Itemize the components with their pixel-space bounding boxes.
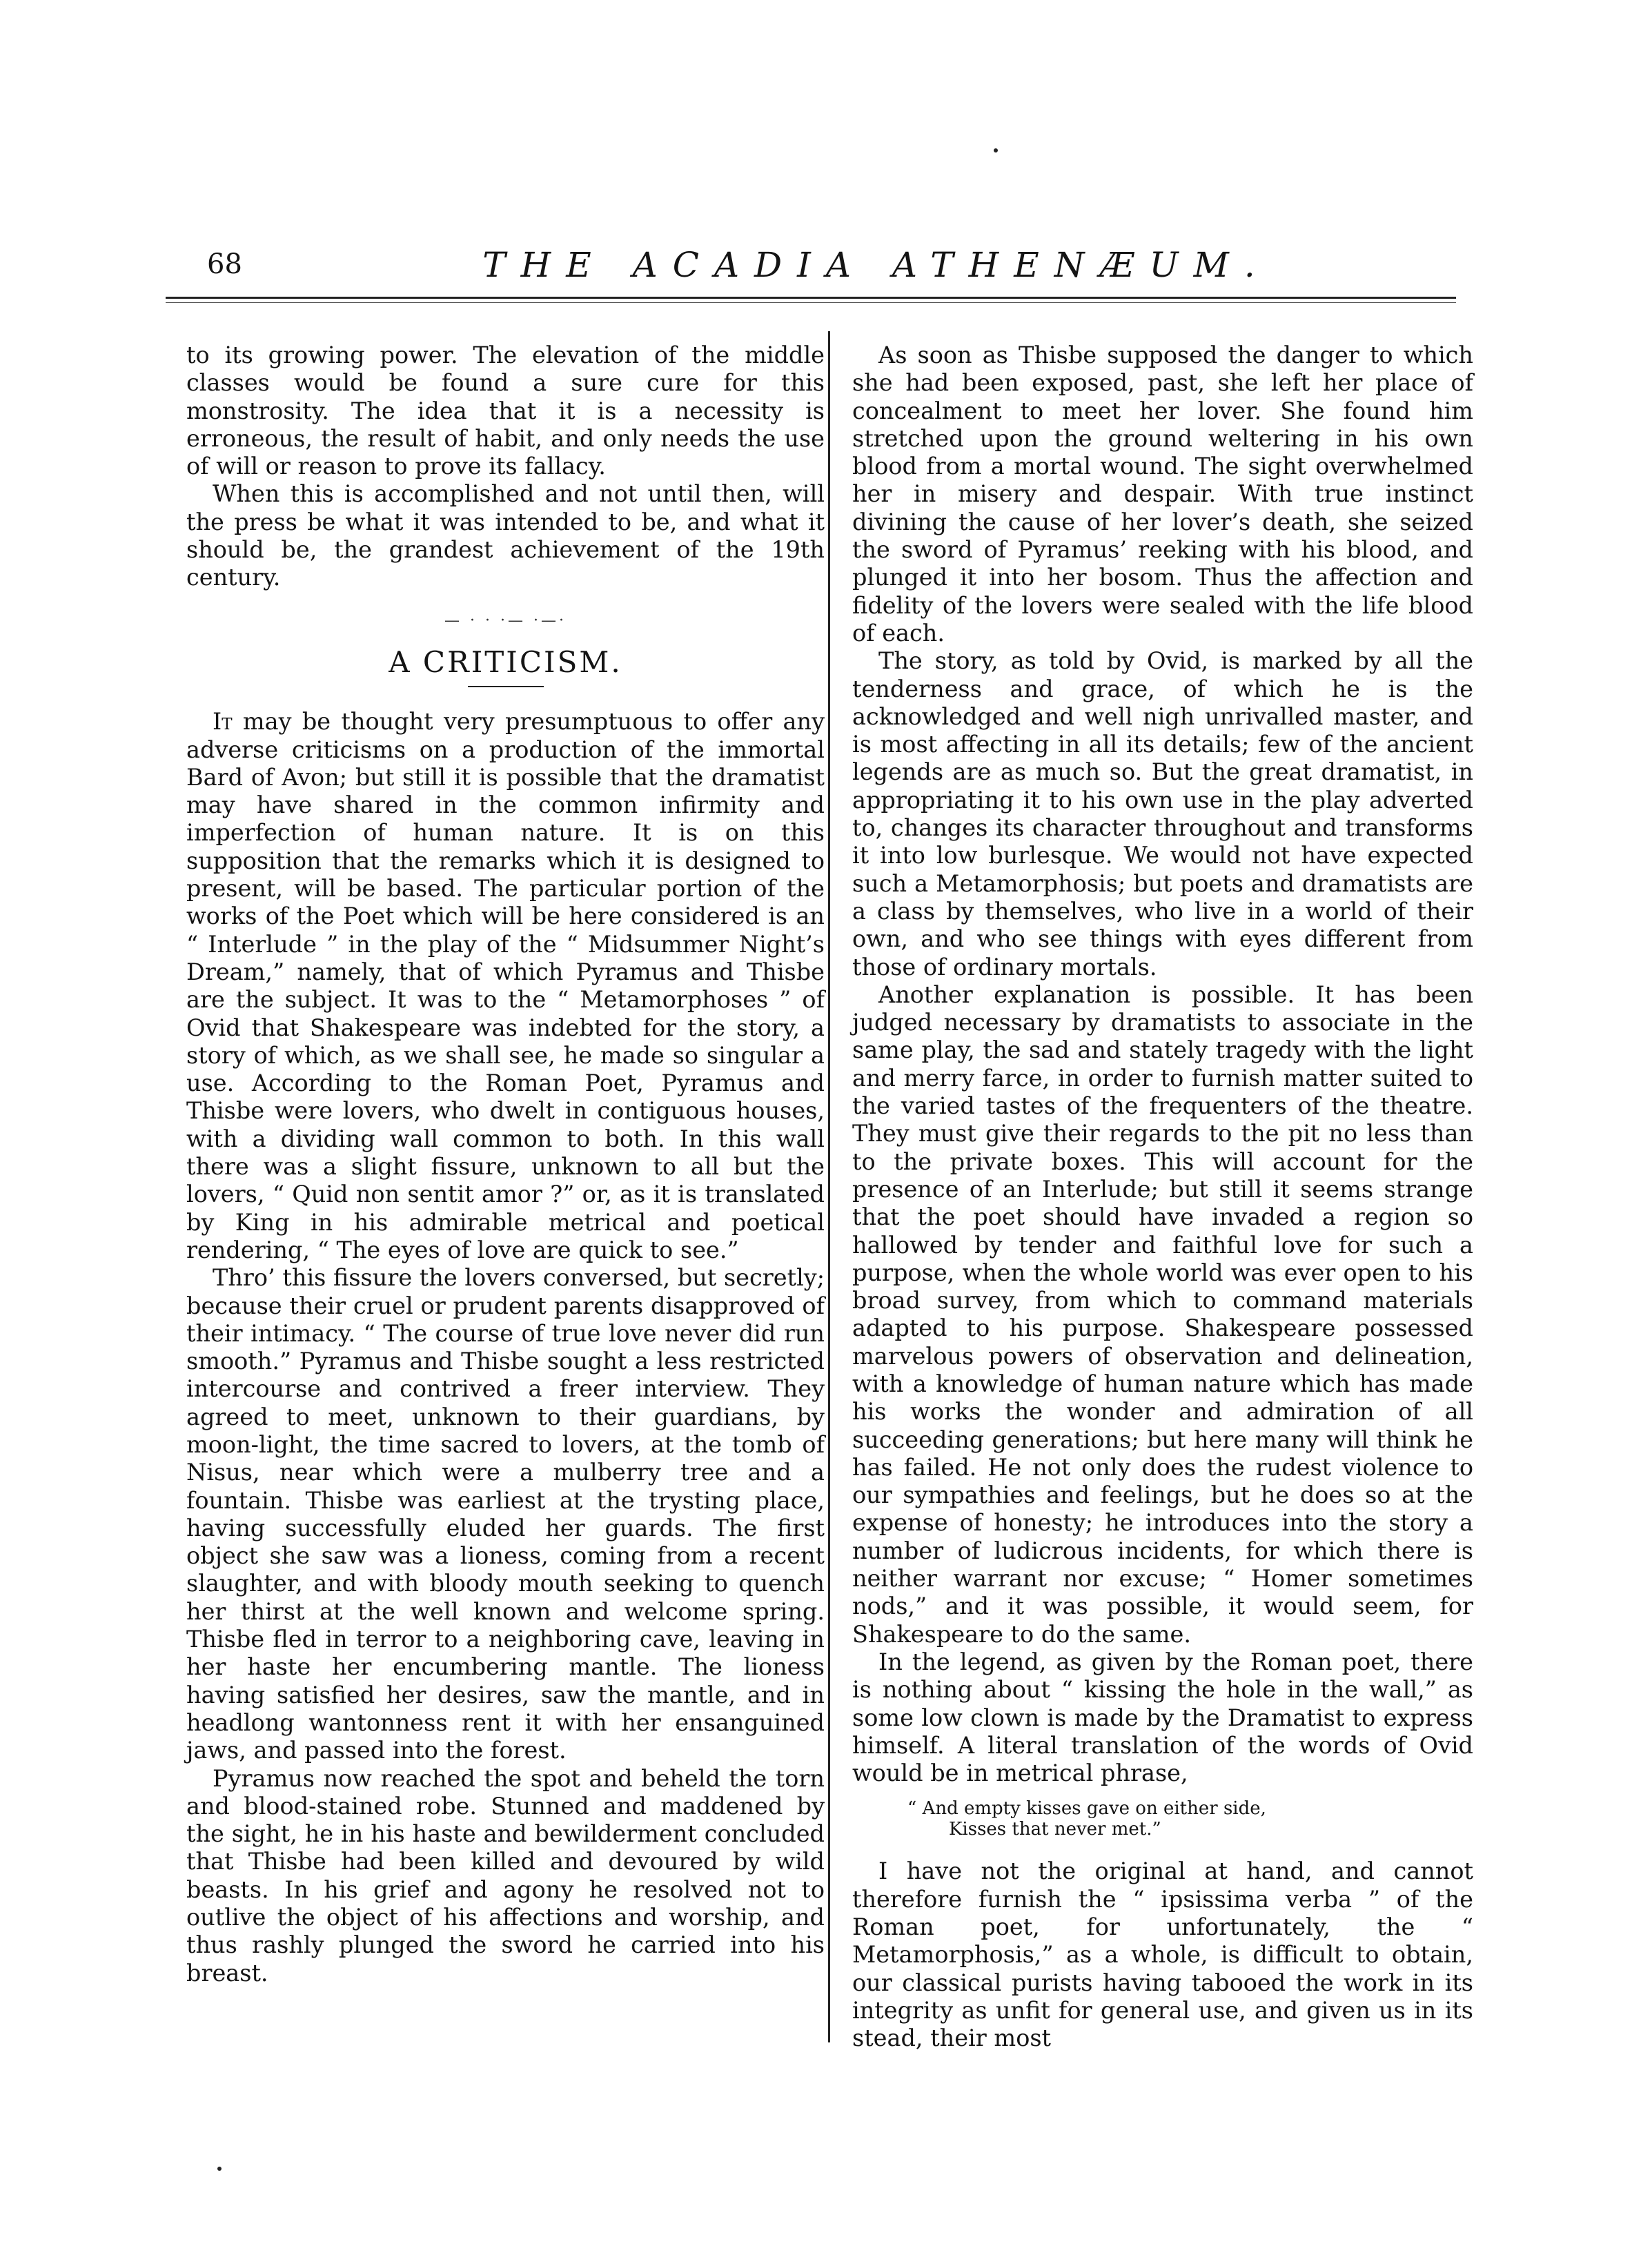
print-speck bbox=[994, 148, 998, 152]
running-title: THE ACADIA ATHENÆUM. bbox=[482, 245, 1270, 285]
print-speck bbox=[217, 2167, 222, 2171]
left-paragraph-4: Thro’ this fissure the lovers conversed, but secretly; because their cruel or prudent parents disapproved of their intimacy. “ The course of true love never did run smooth.” Pyramus and Thisbe sought a less restricted intercourse and contrived a freer interview. They agreed to meet, unknown to their guardians, by moon-light, the time sacred to lovers, at the tomb of Nisus, near which were a mulberry tree and a fountain. Thisbe was earliest at the trysting place, having successfully eluded her guards. The first object she saw was a lioness, coming from a recent slaughter, and with bloody mouth seeking to quench her thirst at the well known and welcome spring. Thisbe fled in terror to a neighboring cave, leaving in her haste her encumbering mantle. The lioness having satisfied her desires, saw the mantle, and in headlong wantonness rent it with her ensanguined jaws, and passed into the forest. bbox=[186, 1264, 825, 1764]
section-ornament: — · · ·— ·—· bbox=[444, 611, 567, 629]
right-paragraph-3: Another explanation is possible. It has been judged necessary by dramatists to associate in the same play, the sad and stately tragedy with the light and merry farce, in order to furnish matter suited to the varied tastes of the frequenters of the theatre. They must give their regards to the pit no less than to the private boxes. This will account for the presence of an Interlude; but still it seems strange that the poet should have invaded a region so hallowed by tender and faithful love for such a purpose, when the whole world was ever open to his broad survey, from which to command materials adapted to his purpose. Shakespeare possessed marvelous powers of observation and delineation, with a knowledge of human nature which has made his works the wonder and admiration of all succeeding generations; but here many will think he has failed. He not only does the rudest violence to our sympathies and feelings, but he does so at the expense of honesty; he introduces into the story a number of ludicrous incidents, for which there is neither warrant nor excuse; “ Homer sometimes nods,” and it was possible, it would seem, for Shakespeare to do the same. bbox=[852, 981, 1473, 1648]
right-paragraph-5: I have not the original at hand, and cannot therefore furnish the “ ipsissima verba ” of the Roman poet, for unfortunately, the “ Metamorphosis,” as a whole, is difficult to obtain, our classical purists having tabooed the work in its integrity as unfit for general use, and given us in its stead, their most bbox=[852, 1858, 1473, 2052]
left-paragraph-5: Pyramus now reached the spot and beheld the torn and blood-stained robe. Stunned and maddened by the sight, he in his haste and bewilderment concluded that Thisbe had been killed and devoured by wild beasts. In his grief and agony he resolved not to outlive the object of his affections and worship, and thus rashly plunged the sword he carried into his breast. bbox=[186, 1764, 825, 1987]
section-heading: A CRITICISM. bbox=[389, 644, 622, 679]
right-paragraph-2: The story, as told by Ovid, is marked by all the tenderness and grace, of which he is the acknowledged and well nigh unrivalled master, and is most affecting in all its details; few of the ancient legends are as much so. But the great dramatist, in appropriating it to his own use in the play adverted to, changes its character throughout and transforms it into low burlesque. We would not have expected such a Metamorphosis; but poets and dramatists are a class by themselves, who live in a world of their own, and who see things with eyes different from those of ordinary mortals. bbox=[852, 647, 1473, 981]
left-paragraph-1: to its growing power. The elevation of the middle classes would be found a sure cure for this monstrosity. The idea that it is a necessity is erroneous, the result of habit, and only needs the use of will or reason to prove its fallacy. bbox=[186, 342, 825, 480]
page-number: 68 bbox=[207, 248, 242, 280]
right-paragraph-4: In the legend, as given by the Roman poet, there is nothing about “ kissing the hole in the wall,” as some low clown is made by the Dramatist to express himself. A literal translation of the words of Ovid would be in metrical phrase, bbox=[852, 1648, 1473, 1787]
header-rule bbox=[166, 297, 1456, 303]
left-paragraph-3 bbox=[186, 708, 825, 1264]
verse-line-1: “ And empty kisses gave on either side, bbox=[907, 1798, 1266, 1820]
left-paragraph-2: When this is accomplished and not until then, will the press be what it was intended to be, and what it should be, the grandest achievement of the 19th century. bbox=[186, 480, 825, 591]
right-paragraph-1: As soon as Thisbe supposed the danger to which she had been exposed, past, she left her place of concealment to meet her lover. She found him stretched upon the ground weltering in his own blood from a mortal wound. The sight overwhelmed her in misery and despair. With true instinct divining the cause of her lover’s death, she seized the sword of Pyramus’ reeking with his blood, and plunged it into her bosom. Thus the affection and fidelity of the lovers were sealed with the life blood of each. bbox=[852, 342, 1473, 647]
column-divider bbox=[828, 331, 830, 2042]
right-column bbox=[852, 342, 1473, 2053]
heading-rule bbox=[468, 686, 544, 687]
left-column bbox=[186, 342, 825, 1987]
verse-quotation bbox=[907, 1798, 1473, 1840]
opening-word: It bbox=[213, 708, 233, 736]
verse-line-2: Kisses that never met.” bbox=[949, 1819, 1161, 1840]
left-paragraph-3-text: may be thought very presumptuous to offer any adverse criticisms on a production of the immortal Bard of Avon; but still it is possible that the dramatist may have shared in the common infirmity and imperfection of human nature. It is on this supposition that the remarks which it is designed to present, will be based. The particular portion of the works of the Poet which will be here considered is an “ Interlude ” in the play of the “ Midsummer Night’s Dream,” namely, that of which Pyramus and Thisbe are the subject. It was to the “ Metamorphoses ” of Ovid that Shakespeare was indebted for the story, a story of which, as we shall see, he made so singular a use. According to the Roman Poet, Pyramus and Thisbe were lovers, who dwelt in contiguous houses, with a dividing wall common to both. In this wall there was a slight fissure, unknown to all but the lovers, “ Quid non sentit amor ?” or, as it is translated by King in his admirable metrical and poetical rendering, “ The eyes of love are quick to see.” bbox=[186, 708, 825, 1263]
